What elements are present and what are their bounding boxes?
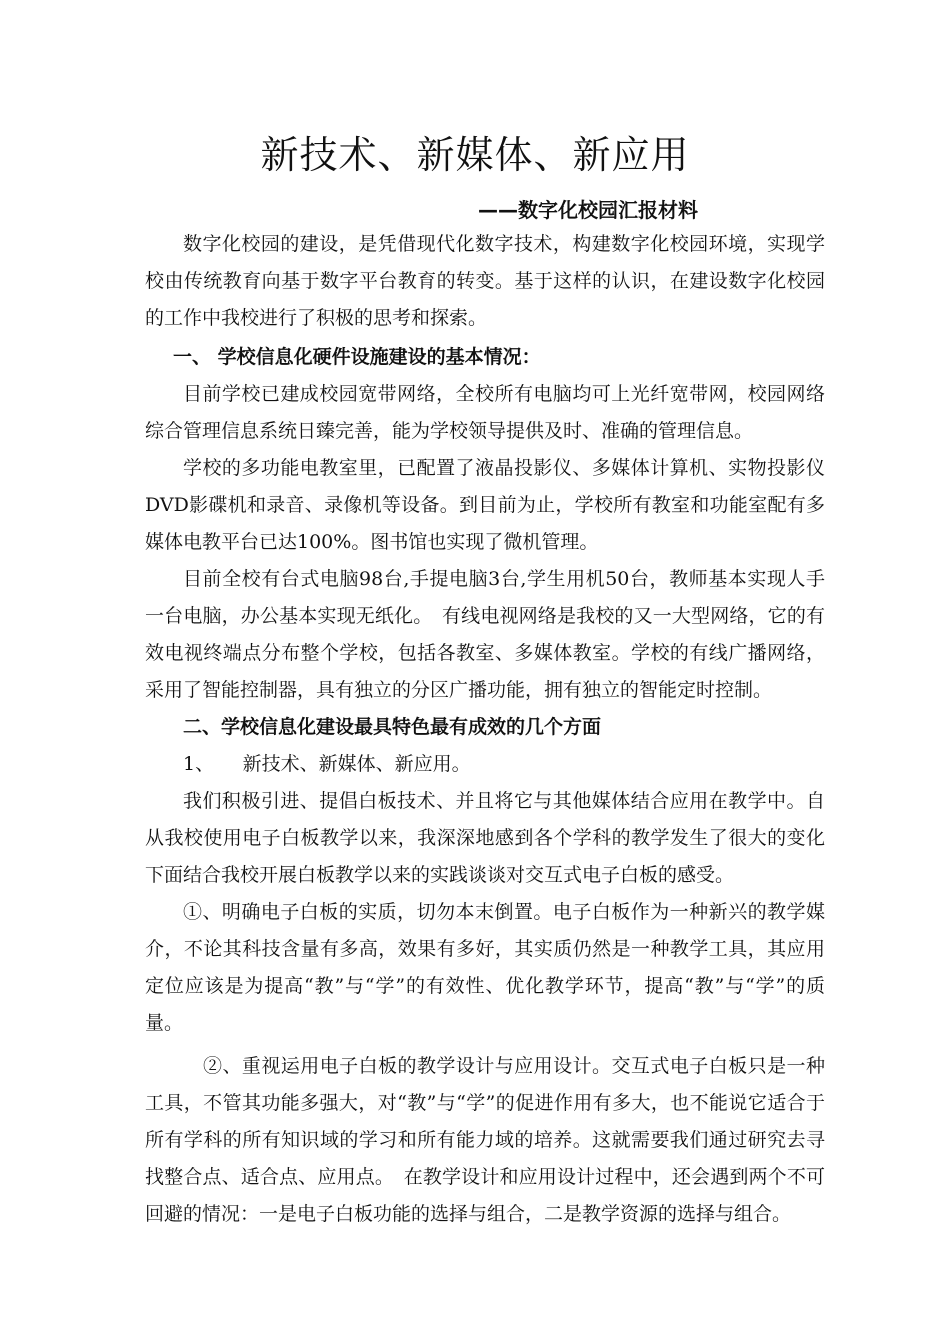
paragraph-computers: 目前全校有台式电脑98台,手提电脑3台,学生用机50台，教师基本实现人手一台电脑，办公基本实现无纸化。 有线电视网络是我校的又一大型网络，它的有效电视终端点分布整个学校，包括各教室、多媒体教室。学校的有线广播网络，采用了智能控制器，具有独立的分区广播功能，拥有独立的智能定时控制。 xyxy=(145,568,825,701)
section-heading-2: 二、学校信息化建设最具特色最有成效的几个方面 xyxy=(183,716,602,738)
paragraph-point-2: ②、重视运用电子白板的教学设计与应用设计。交互式电子白板只是一种工具，不管其功能多强大，对“教”与“学”的促进作用有多大，也不能说它适合于所有学科的所有知识域的学习和所有能力域的培养。这就需要我们通过研究去寻找整合点、适合点、应用点。 在教学设计和应用设计过程中，还会遇到两个不可回避的情况：一是电子白板功能的选择与组合，二是教学资源的选择与组合。 xyxy=(145,1055,825,1225)
section-heading-1: 一、 学校信息化硬件设施建设的基本情况： xyxy=(173,346,541,368)
list-item-1: 1、 新技术、新媒体、新应用。 xyxy=(183,753,471,775)
intro-paragraph: 数字化校园的建设，是凭借现代化数字技术，构建数字化校园环境，实现学校由传统教育向基于数字平台教育的转变。基于这样的认识，在建设数字化校园的工作中我校进行了积极的思考和探索。 xyxy=(145,233,825,329)
paragraph-network: 目前学校已建成校园宽带网络，全校所有电脑均可上光纤宽带网，校园网络综合管理信息系统日臻完善，能为学校领导提供及时、准确的管理信息。 xyxy=(145,383,825,442)
paragraph-point-1: ①、明确电子白板的实质，切勿本末倒置。电子白板作为一种新兴的教学媒介，不论其科技含量有多高，效果有多好，其实质仍然是一种教学工具，其应用定位应该是为提高“教”与“学”的有效性、优化教学环节，提高“教”与“学”的质量。 xyxy=(145,901,825,1034)
paragraph-classroom: 学校的多功能电教室里，已配置了液晶投影仪、多媒体计算机、实物投影仪DVD影碟机和录音、录像机等设备。到目前为止，学校所有教室和功能室配有多媒体电教平台已达100%。图书馆也实现了微机管理。 xyxy=(145,457,825,553)
document-title: 新技术、新媒体、新应用 xyxy=(260,133,690,177)
paragraph-whiteboard: 我们积极引进、提倡白板技术、并且将它与其他媒体结合应用在教学中。自从我校使用电子白板教学以来，我深深地感到各个学科的教学发生了很大的变化下面结合我校开展白板教学以来的实践谈谈对交互式电子白板的感受。 xyxy=(145,790,825,886)
document-subtitle: ——数字化校园汇报材料 xyxy=(478,198,698,222)
document-body xyxy=(145,226,825,1233)
